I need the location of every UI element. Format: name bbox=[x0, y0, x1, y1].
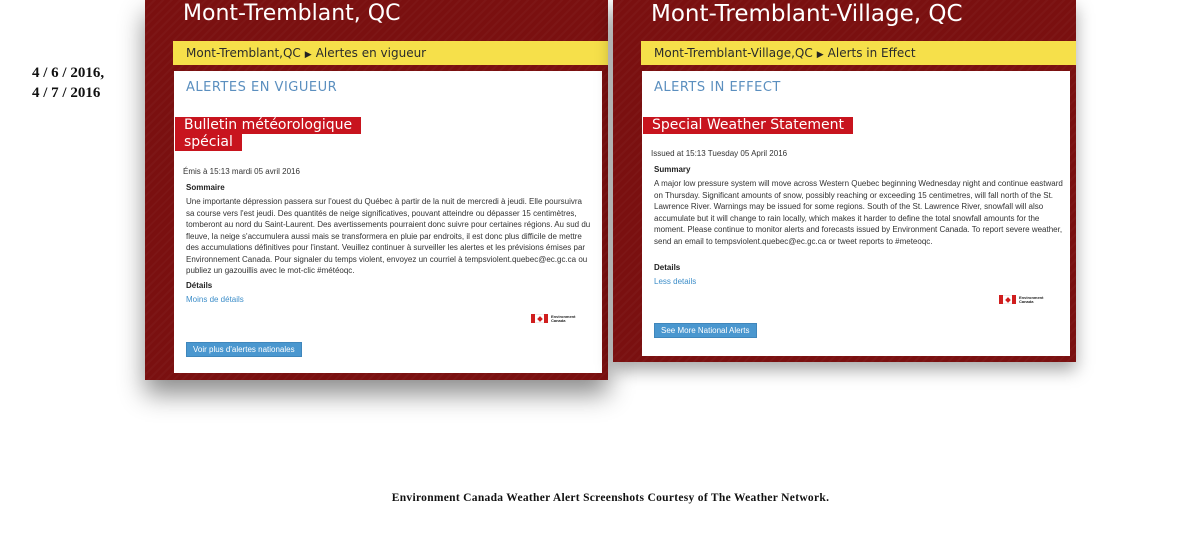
alert-content bbox=[642, 71, 1070, 356]
alert-title-line-1: Bulletin météorologique bbox=[175, 117, 361, 134]
date-line-2: 4 / 7 / 2016 bbox=[32, 85, 101, 101]
logo-text-line-2: Canada bbox=[1019, 298, 1034, 304]
section-heading: ALERTS IN EFFECT bbox=[654, 80, 781, 95]
breadcrumb-location[interactable]: Mont-Tremblant-Village,QC bbox=[654, 46, 813, 60]
panel-title: Mont-Tremblant-Village, QC bbox=[651, 1, 963, 27]
alert-panel-english bbox=[613, 0, 1076, 362]
less-details-link[interactable]: Moins de détails bbox=[186, 295, 244, 304]
summary-text: A major low pressure system will move across Western Quebec beginning Wednesday night and continue eastward on Thursday. Significant amounts of snow, possibly reaching or exceeding 15 centimetres, will fall north of the St. Lawrence River. Warnings may be issued for some regions. South of the St. Lawrence River, snowfall will also accumulate but it will change to rain locally, which makes it harder to define the total snowfall amounts for the moment. Please continue to monitor alerts and forecasts issued by Environment Canada. To report severe weather, send an email to tempsviolent.quebec@ec.gc.ca or tweet reports to #meteoqc. bbox=[654, 179, 1063, 246]
less-details-link[interactable]: Less details bbox=[654, 277, 697, 286]
alert-title-line-1: Special Weather Statement bbox=[643, 117, 853, 134]
logo-text-line-1: Environment bbox=[551, 313, 576, 319]
details-label: Details bbox=[654, 263, 681, 272]
summary-text: Une importante dépression passera sur l'ouest du Québec à partir de la nuit de mercredi à jeudi. Elle poursuivra sa course vers l'est jeudi. Des quantités de neige significatives, pouvant atteindre ou dépasser 15 centimètres, tomberont au nord du Saint-Laurent. Des avertissements pourraient donc suivre pour certaines régions. Au sud du fleuve, la neige s'accumulera aussi mais se transformera en pluie par endroits, il est donc plus difficile de mettre des accumulations définitives pour l'instant. Veuillez continuer à surveiller les alertes et les prévisions émises par Environnement Canada. Pour signaler du temps violent, envoyez un courriel à tempsviolent.quebec@ec.gc.ca ou publiez un gazouillis avec le mot-clic #météoqc. bbox=[186, 197, 591, 275]
logo-text-line-1: Environment bbox=[1019, 294, 1044, 300]
environment-canada-logo bbox=[999, 295, 1043, 304]
breadcrumb-separator-icon: ▶ bbox=[816, 50, 824, 60]
logo-text-line-2: Canada bbox=[551, 317, 566, 323]
alert-title bbox=[175, 117, 361, 151]
breadcrumb-page: Alertes en vigueur bbox=[315, 46, 427, 60]
summary-label: Summary bbox=[654, 165, 691, 174]
panel-title: Mont-Tremblant, QC bbox=[183, 1, 401, 26]
issued-time: Issued at 15:13 Tuesday 05 April 2016 bbox=[651, 149, 788, 158]
issued-time: Émis à 15:13 mardi 05 avril 2016 bbox=[183, 167, 300, 176]
see-more-alerts-button[interactable]: Voir plus d'alertes nationales bbox=[186, 342, 302, 357]
summary-label: Sommaire bbox=[186, 183, 225, 192]
alert-title bbox=[643, 117, 853, 134]
date-line-1: 4 / 6 / 2016, bbox=[32, 65, 105, 81]
alert-panel-french bbox=[145, 0, 608, 380]
section-heading: ALERTES EN VIGUEUR bbox=[186, 80, 338, 95]
see-more-alerts-button[interactable]: See More National Alerts bbox=[654, 323, 757, 338]
canada-flag-icon bbox=[999, 295, 1016, 304]
breadcrumb-separator-icon: ▶ bbox=[304, 50, 312, 60]
image-caption: Environment Canada Weather Alert Screenshots Courtesy of The Weather Network. bbox=[391, 492, 830, 504]
environment-canada-logo bbox=[531, 314, 575, 323]
date-note bbox=[32, 63, 104, 103]
alert-content bbox=[174, 71, 602, 373]
breadcrumb bbox=[173, 41, 608, 65]
breadcrumb-location[interactable]: Mont-Tremblant,QC bbox=[186, 46, 301, 60]
breadcrumb bbox=[641, 41, 1076, 65]
alert-title-line-2: spécial bbox=[175, 134, 242, 151]
breadcrumb-page: Alerts in Effect bbox=[827, 46, 916, 60]
details-label: Détails bbox=[186, 281, 213, 290]
canada-flag-icon bbox=[531, 314, 548, 323]
